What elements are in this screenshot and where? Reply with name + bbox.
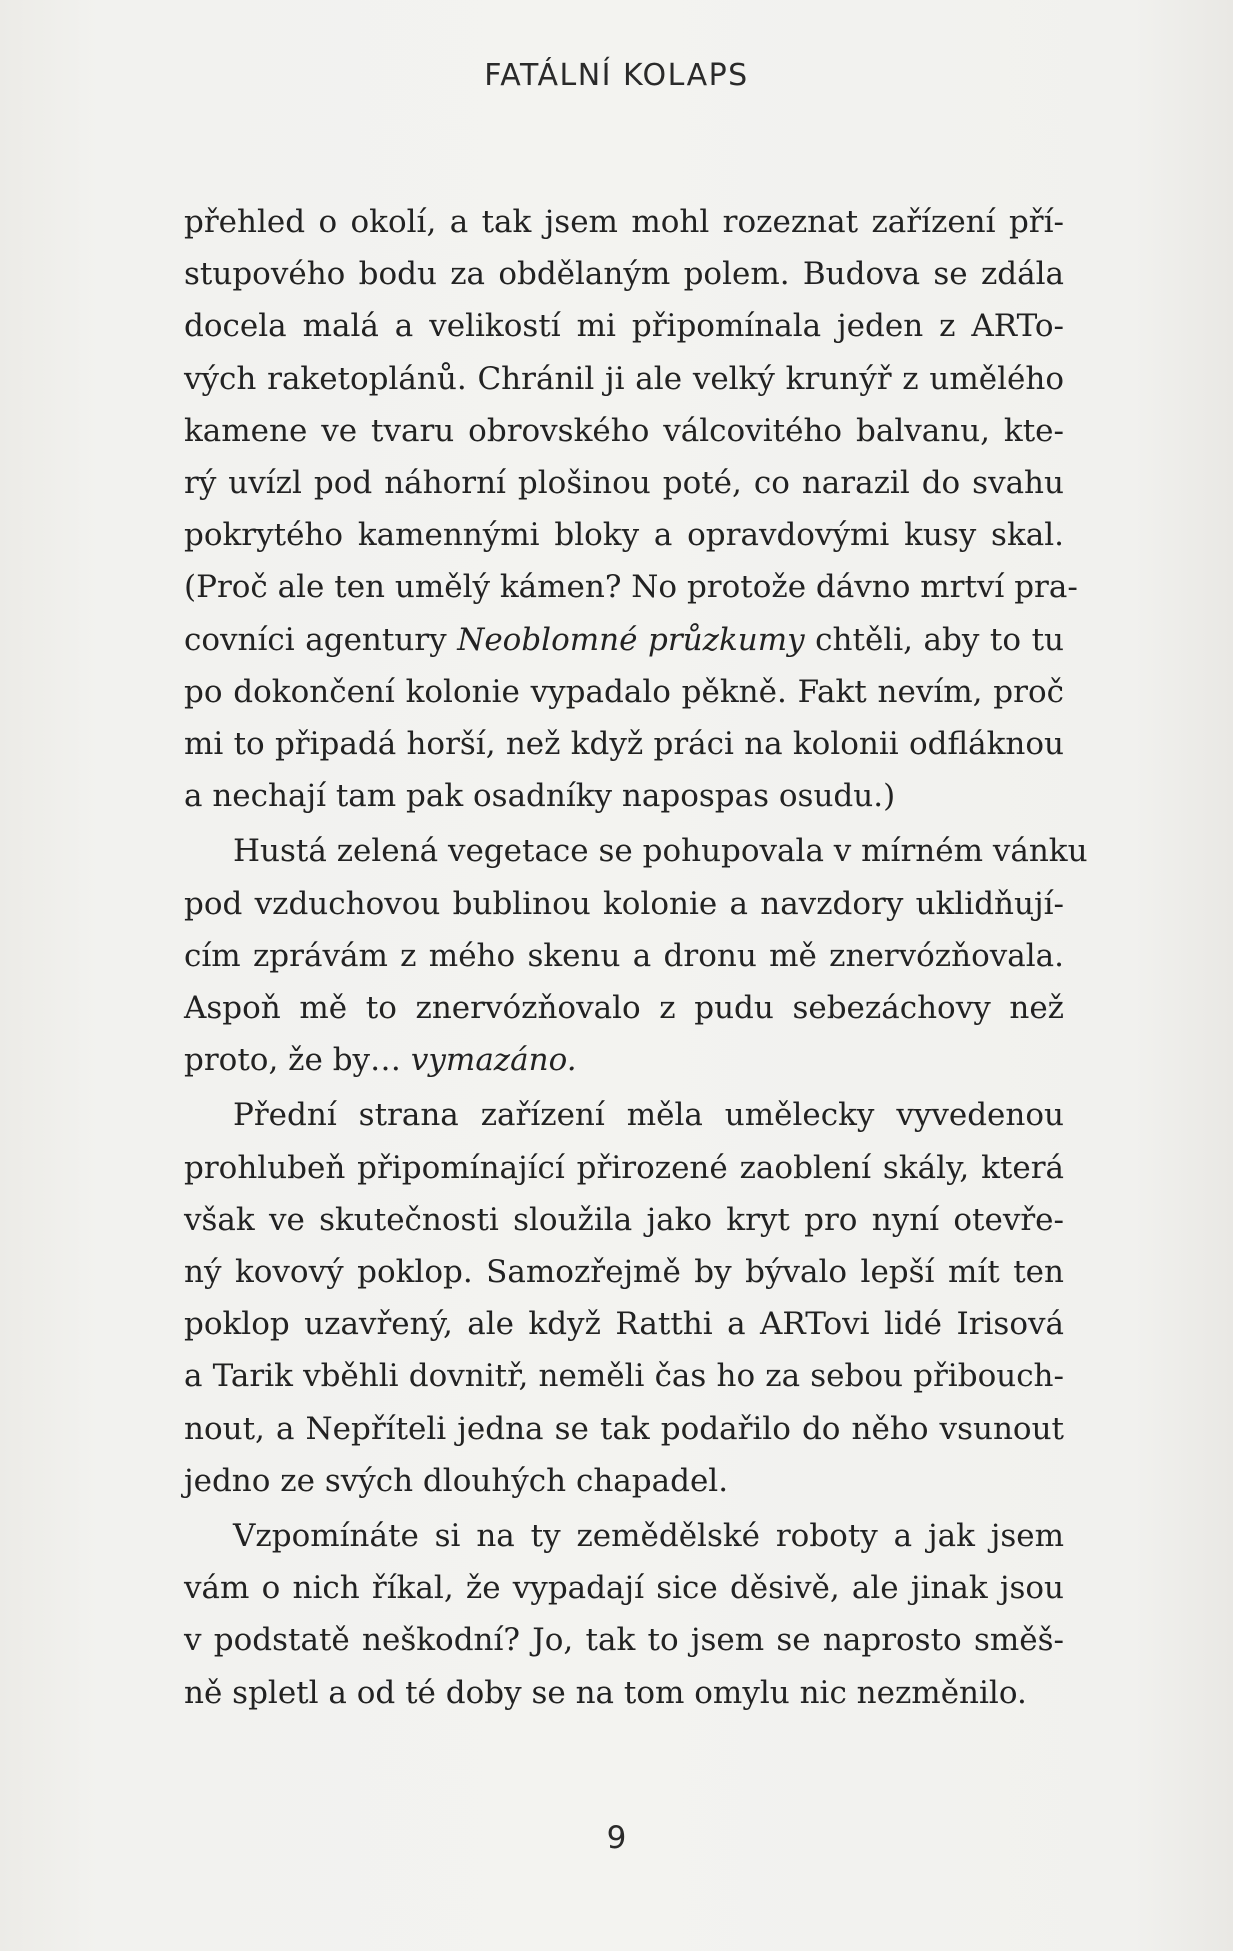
text-line: v podstatě neškodní? Jo, tak to jsem se naprosto směš- [184, 1622, 1064, 1659]
text-line: po dokončení kolonie vypadalo pěkně. Fakt nevím, proč [184, 673, 1064, 710]
text-line: a nechají tam pak osadníky napospas osudu.) [184, 778, 896, 815]
text-line: vých raketoplánů. Chránil ji ale velký krunýř z umělého [184, 360, 1064, 397]
text-line: nout, a Nepříteli jedna se tak podařilo do něho vsunout [184, 1410, 1064, 1447]
text-line: (Proč ale ten umělý kámen? No protože dávno mrtví pra- [184, 569, 1078, 606]
text-line: Aspoň mě to znervózňovalo z pudu sebezáchovy než [184, 990, 1064, 1027]
paragraph-1 [184, 196, 1078, 822]
text-line: jedno ze svých dlouhých chapadel. [184, 1462, 729, 1499]
text-line: cím zprávám z mého skenu a dronu mě znervózňovala. [184, 937, 1064, 974]
italic-book-title: Neoblomné průzkumy [457, 621, 805, 658]
text-line: pokrytého kamennými bloky a opravdovými kusy skal. [184, 517, 1064, 554]
italic-word: vymazáno. [410, 1042, 577, 1079]
text-segment: covníci agentury [184, 621, 458, 658]
paragraph-4 [184, 1510, 1064, 1719]
text-segment: proto, že by… [184, 1042, 411, 1079]
text-line: stupového bodu za obdělaným polem. Budova se zdála [184, 256, 1064, 293]
text-line: Přední strana zařízení měla umělecky vyvedenou [233, 1097, 1064, 1134]
text-line: a Tarik vběhli dovnitř, neměli čas ho za sebou přibouch- [184, 1358, 1064, 1395]
body-text [184, 196, 1088, 1719]
text-line: přehled o okolí, a tak jsem mohl rozeznat zařízení pří- [184, 204, 1064, 240]
text-line: Vzpomínáte si na ty zemědělské roboty a jak jsem [233, 1518, 1064, 1555]
text-line: pod vzduchovou bublinou kolonie a navzdory uklidňují- [184, 885, 1064, 922]
text-line: Hustá zelená vegetace se pohupovala v mírném vánku [233, 833, 1088, 870]
running-title: FATÁLNÍ KOLAPS [484, 58, 749, 93]
text-line: ně spletl a od té doby se na tom omylu nic nezměnilo. [184, 1674, 1027, 1711]
text-line: docela malá a velikostí mi připomínala jeden z ARTo- [184, 308, 1064, 345]
text-line: ný kovový poklop. Samozřejmě by bývalo lepší mít ten [184, 1254, 1064, 1291]
paragraph-2 [184, 825, 1088, 1086]
text-line: poklop uzavřený, ale když Ratthi a ARTovi lidé Irisová [184, 1306, 1064, 1343]
text-line [184, 614, 1064, 666]
paragraph-3 [184, 1089, 1064, 1507]
text-line: kamene ve tvaru obrovského válcovitého balvanu, kte- [184, 412, 1064, 449]
text-line: však ve skutečnosti sloužila jako kryt pro nyní otevře- [184, 1201, 1064, 1238]
text-line: mi to připadá horší, než když práci na kolonii odfláknou [184, 726, 1064, 763]
text-line: prohlubeň připomínající přirozené zaoblení skály, která [184, 1149, 1064, 1186]
text-segment: chtěli, aby to tu [804, 621, 1064, 658]
page-number: 9 [606, 1820, 627, 1856]
text-line: rý uvízl pod náhorní plošinou poté, co narazil do svahu [184, 465, 1064, 502]
text-line [184, 1034, 1064, 1086]
text-line: vám o nich říkal, že vypadají sice děsivě, ale jinak jsou [184, 1570, 1064, 1607]
